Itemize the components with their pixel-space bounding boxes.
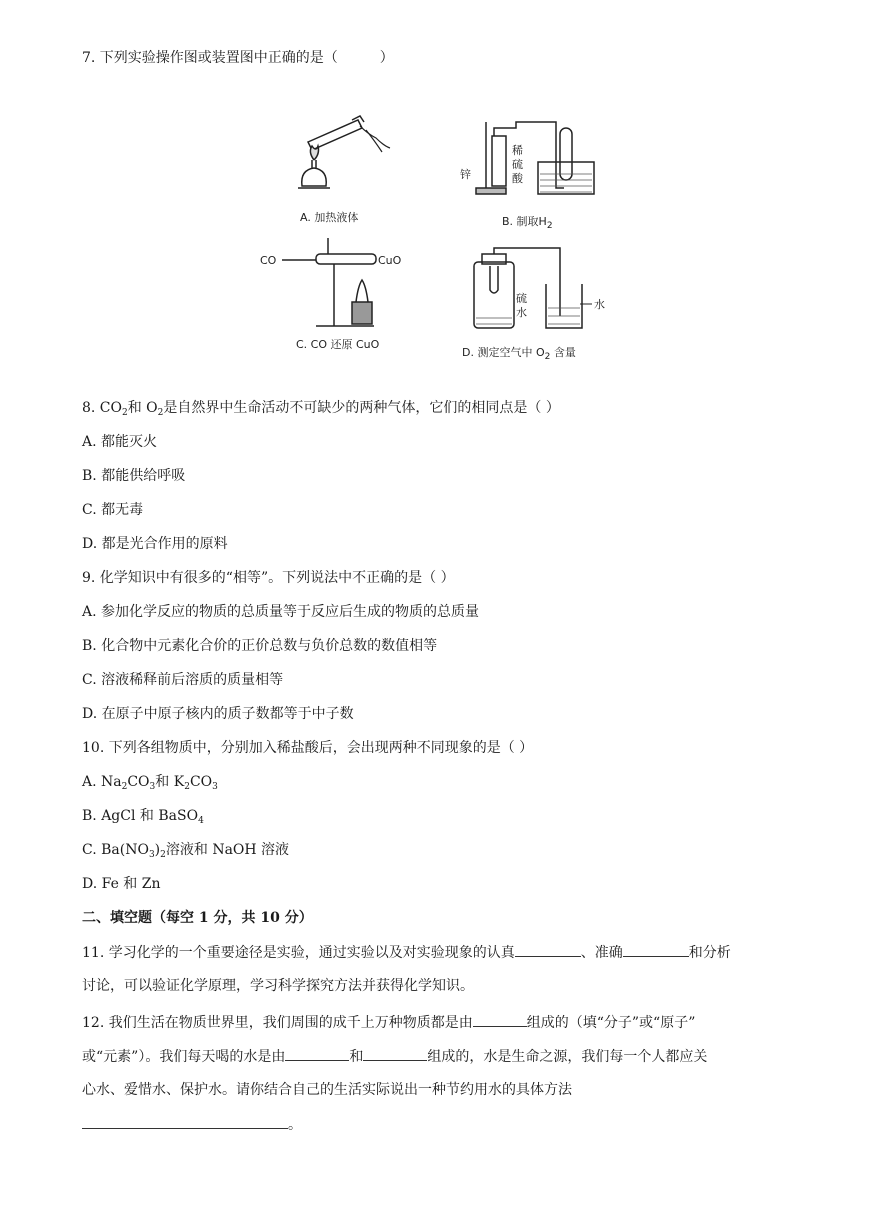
q11-line-1: 11. 学习化学的一个重要途径是实验，通过实验以及对实验现象的认真 、准确 和分析 (82, 942, 731, 963)
figure-b-making-hydrogen (456, 118, 611, 208)
q10-option-b: B. AgCl 和 BaSO$_4$ (82, 808, 204, 826)
label-sulfur: 硫 (516, 292, 527, 305)
q7-stem: 7. 下列实验操作图或装置图中正确的是（ ） (82, 50, 394, 66)
section-title: 二、填空题（每空 1 分，共 10 分） (82, 910, 313, 926)
label-water: 水 (594, 298, 605, 311)
q10-option-d: D. Fe 和 Zn (82, 876, 161, 892)
q10-option-c: C. $Ba(NO_3)_2$溶液和 NaOH 溶液 (82, 842, 290, 860)
q9-option-d: D. 在原子中原子核内的质子数都等于中子数 (82, 706, 354, 722)
q8-stem: 8. $CO_2$和 $O_2$是自然界中生命活动不可缺少的两种气体，它们的相同点是（ ） (82, 400, 560, 418)
label-acid-2: 硫 (512, 158, 523, 171)
label-water-in: 水 (516, 306, 527, 319)
answer-blank[interactable] (623, 942, 689, 957)
answer-blank[interactable] (363, 1046, 427, 1061)
figure-a-caption: A. 加热液体 (300, 211, 359, 224)
label-acid-1: 稀 (512, 144, 523, 157)
answer-blank[interactable] (285, 1046, 349, 1061)
figure-b-caption: B. 制取$H_2$ (502, 215, 553, 231)
q8-option-c: C. 都无毒 (82, 502, 144, 518)
q9-option-b: B. 化合物中元素化合价的正价总数与负价总数的数值相等 (82, 638, 438, 654)
q11-line-2: 讨论，可以验证化学原理，学习科学探究方法并获得化学知识。 (82, 978, 474, 994)
q12-line-1: 12. 我们生活在物质世界里，我们周围的成千上万种物质都是由 组成的（填“分子”或“原子” (82, 1012, 695, 1033)
q10-option-a: A. $Na_2CO_3$和 $K_2CO_3$ (82, 774, 218, 792)
label-acid-3: 酸 (512, 172, 523, 185)
alcohol-lamp (302, 146, 327, 186)
q8-option-a: A. 都能灭火 (82, 434, 158, 450)
q12-line-3: 心水、爱惜水、保护水。请你结合自己的生活实际说出一种节约用水的具体方法 (82, 1082, 572, 1098)
answer-blank[interactable] (515, 942, 581, 957)
figure-a-heating-liquid (296, 112, 396, 202)
answer-blank[interactable] (473, 1012, 527, 1027)
answer-blank[interactable] (82, 1114, 288, 1129)
q10-stem: 10. 下列各组物质中，分别加入稀盐酸后，会出现两种不同现象的是（ ） (82, 740, 534, 756)
q9-option-c: C. 溶液稀释前后溶质的质量相等 (82, 672, 284, 688)
test-tube (308, 116, 364, 150)
figure-d-caption: D. 测定空气中 $O_2$ 含量 (462, 346, 576, 362)
q9-stem: 9. 化学知识中有很多的“相等”。下列说法中不正确的是（ ） (82, 570, 455, 586)
q12-line-4: 。 (82, 1114, 302, 1135)
figure-c-caption: C. CO 还原 CuO (296, 338, 380, 351)
q9-option-a: A. 参加化学反应的物质的总质量等于反应后生成的物质的总质量 (82, 604, 480, 620)
label-co: CO (260, 254, 277, 267)
label-zinc: 锌 (460, 168, 471, 181)
q8-option-b: B. 都能供给呼吸 (82, 468, 186, 484)
label-cuo: CuO (378, 254, 402, 267)
figure-c-co-reduce-cuo (256, 232, 412, 332)
hand-icon (360, 126, 390, 152)
q8-option-d: D. 都是光合作用的原料 (82, 536, 228, 552)
q12-line-2: 或“元素”）。我们每天喝的水是由 和 组成的，水是生命之源，我们每一个人都应关 (82, 1046, 707, 1067)
figure-d-oxygen-content (466, 244, 616, 334)
